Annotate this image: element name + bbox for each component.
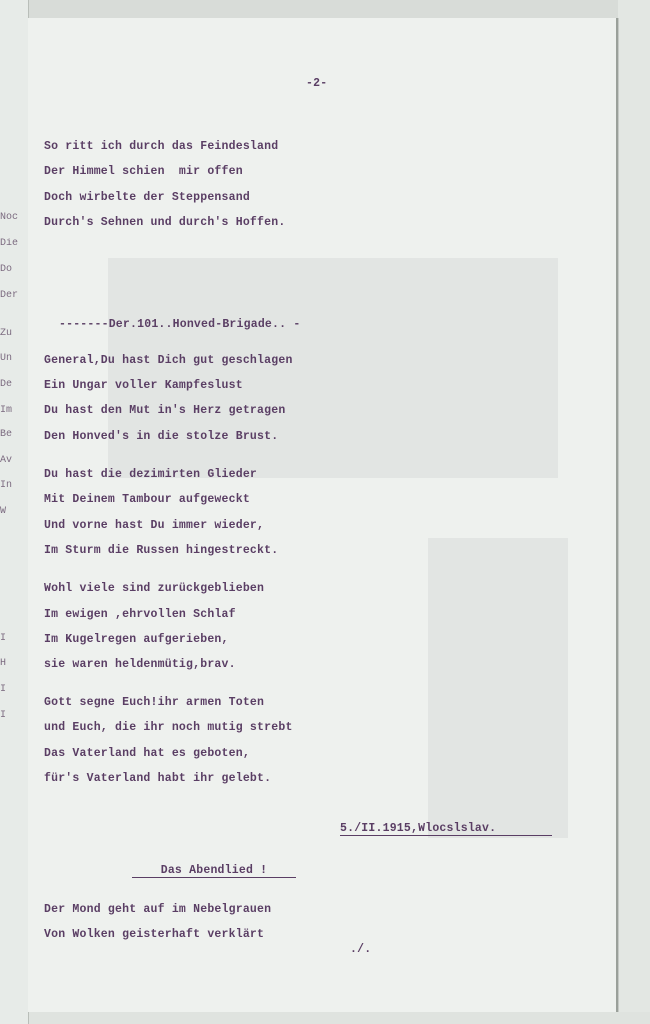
left-fragment: Die <box>0 238 19 249</box>
left-fragment: Der <box>0 290 19 301</box>
left-fragment: In <box>0 480 13 491</box>
left-fragment: Zu <box>0 328 13 339</box>
poem-line: Das Vaterland hat es geboten, <box>44 747 250 760</box>
left-fragment: I <box>0 633 7 644</box>
left-fragment: Be <box>0 429 13 440</box>
scan-background-right <box>618 0 650 1024</box>
left-fragment: Noc <box>0 212 19 223</box>
left-fragment: De <box>0 379 13 390</box>
poem-line: Wohl viele sind zurückgeblieben <box>44 582 265 595</box>
left-fragment: Do <box>0 264 13 275</box>
poem-line: sie waren heldenmütig,brav. <box>44 658 236 671</box>
bleed-through-shadow <box>108 258 558 478</box>
poem-line: Du hast den Mut in's Herz getragen <box>44 404 286 417</box>
poem-line: So ritt ich durch das Feindesland <box>44 140 279 153</box>
poem-line: Doch wirbelte der Steppensand <box>44 191 250 204</box>
page-number: -2- <box>306 77 328 90</box>
poem-line: Im Kugelregen aufgerieben, <box>44 633 229 646</box>
poem-line: Du hast die dezimirten Glieder <box>44 468 258 481</box>
poem-heading: Das Abendlied ! <box>132 865 296 878</box>
poem-line: Von Wolken geisterhaft verklärt <box>44 928 265 941</box>
poem-line: Der Himmel schien mir offen <box>44 165 243 178</box>
poem-line: Im Sturm die Russen hingestreckt. <box>44 544 279 557</box>
bleed-through-shadow <box>428 538 568 838</box>
poem-line: General,Du hast Dich gut geschlagen <box>44 354 293 367</box>
left-fragment: I <box>0 684 7 695</box>
poem-line: Im ewigen ,ehrvollen Schlaf <box>44 608 236 621</box>
poem-line: Durch's Sehnen und durch's Hoffen. <box>44 216 286 229</box>
left-fragment: Av <box>0 455 13 466</box>
continuation-mark: ./. <box>350 943 372 956</box>
poem-line: Gott segne Euch!ihr armen Toten <box>44 696 265 709</box>
typed-page <box>28 18 618 1012</box>
scan-background-bottom <box>0 1012 650 1024</box>
left-fragment: W <box>0 506 7 517</box>
poem-line: für's Vaterland habt ihr gelebt. <box>44 772 272 785</box>
adjacent-page-edge <box>0 0 29 1024</box>
left-fragment: H <box>0 658 7 669</box>
poem-line: Und vorne hast Du immer wieder, <box>44 519 265 532</box>
left-fragment: I <box>0 710 7 721</box>
left-fragment: Un <box>0 353 13 364</box>
left-fragment: Im <box>0 405 13 416</box>
date-signature: 5./II.1915,Wlocslslav. <box>340 823 552 836</box>
poem-line: und Euch, die ihr noch mutig strebt <box>44 721 293 734</box>
poem-line: Mit Deinem Tambour aufgeweckt <box>44 493 250 506</box>
poem-line: Der Mond geht auf im Nebelgrauen <box>44 903 272 916</box>
poem-heading: -------Der.101..Honved-Brigade.. - <box>59 318 301 331</box>
poem-line: Ein Ungar voller Kampfeslust <box>44 379 243 392</box>
poem-line: Den Honved's in die stolze Brust. <box>44 430 279 443</box>
